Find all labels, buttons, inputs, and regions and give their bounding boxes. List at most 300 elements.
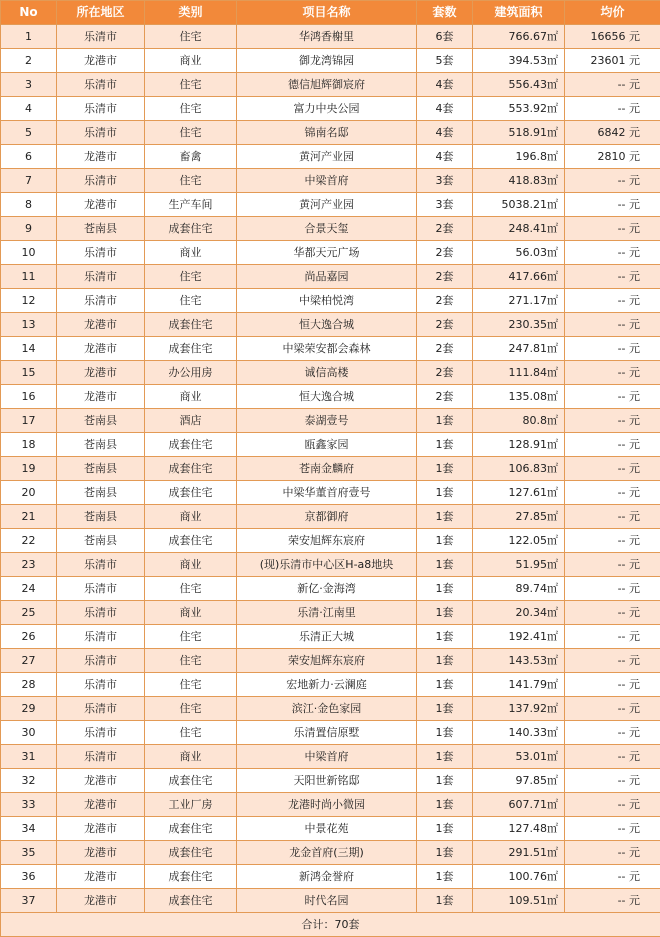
table-row	[1, 169, 660, 193]
cell-area: 5038.21㎡	[473, 193, 565, 217]
header-region: 所在地区	[57, 1, 145, 25]
header-units: 套数	[417, 1, 473, 25]
cell-no: 15	[1, 361, 57, 385]
cell-units: 2套	[417, 337, 473, 361]
cell-region: 乐清市	[57, 625, 145, 649]
cell-price: -- 元	[565, 361, 660, 385]
table-row	[1, 673, 660, 697]
cell-no: 14	[1, 337, 57, 361]
header-area: 建筑面积	[473, 1, 565, 25]
cell-no: 29	[1, 697, 57, 721]
cell-no: 13	[1, 313, 57, 337]
cell-project: 中梁柏悦湾	[237, 289, 417, 313]
cell-area: 248.41㎡	[473, 217, 565, 241]
cell-region: 乐清市	[57, 697, 145, 721]
cell-category: 商业	[145, 745, 237, 769]
cell-project: 天阳世新铭邸	[237, 769, 417, 793]
cell-project: 苍南金麟府	[237, 457, 417, 481]
cell-no: 22	[1, 529, 57, 553]
cell-region: 乐清市	[57, 241, 145, 265]
cell-no: 20	[1, 481, 57, 505]
cell-area: 291.51㎡	[473, 841, 565, 865]
total-units: 合计：70套	[1, 913, 660, 937]
cell-price: -- 元	[565, 73, 660, 97]
cell-category: 成套住宅	[145, 769, 237, 793]
cell-units: 1套	[417, 841, 473, 865]
cell-project: 京都御府	[237, 505, 417, 529]
cell-price: -- 元	[565, 265, 660, 289]
cell-project: (现)乐清市中心区H-a8地块	[237, 553, 417, 577]
cell-units: 1套	[417, 601, 473, 625]
cell-area: 394.53㎡	[473, 49, 565, 73]
cell-region: 龙港市	[57, 385, 145, 409]
cell-no: 27	[1, 649, 57, 673]
cell-price: 16656 元	[565, 25, 660, 49]
cell-category: 住宅	[145, 649, 237, 673]
cell-region: 龙港市	[57, 145, 145, 169]
cell-units: 1套	[417, 889, 473, 913]
cell-area: 56.03㎡	[473, 241, 565, 265]
cell-price: -- 元	[565, 169, 660, 193]
cell-region: 龙港市	[57, 889, 145, 913]
cell-price: -- 元	[565, 865, 660, 889]
cell-units: 4套	[417, 73, 473, 97]
cell-project: 龙港时尚小微园	[237, 793, 417, 817]
cell-project: 尚品嘉园	[237, 265, 417, 289]
cell-area: 192.41㎡	[473, 625, 565, 649]
cell-price: -- 元	[565, 433, 660, 457]
cell-price: -- 元	[565, 721, 660, 745]
cell-no: 37	[1, 889, 57, 913]
cell-no: 16	[1, 385, 57, 409]
cell-area: 553.92㎡	[473, 97, 565, 121]
cell-area: 127.61㎡	[473, 481, 565, 505]
cell-area: 271.17㎡	[473, 289, 565, 313]
cell-region: 乐清市	[57, 73, 145, 97]
cell-category: 成套住宅	[145, 457, 237, 481]
table-row	[1, 49, 660, 73]
table-row	[1, 265, 660, 289]
cell-units: 1套	[417, 409, 473, 433]
table-row	[1, 409, 660, 433]
cell-area: 80.8㎡	[473, 409, 565, 433]
table-row	[1, 337, 660, 361]
cell-region: 乐清市	[57, 649, 145, 673]
cell-price: -- 元	[565, 289, 660, 313]
cell-units: 2套	[417, 289, 473, 313]
cell-region: 乐清市	[57, 553, 145, 577]
cell-units: 2套	[417, 241, 473, 265]
cell-no: 24	[1, 577, 57, 601]
table-row	[1, 25, 660, 49]
cell-category: 住宅	[145, 673, 237, 697]
cell-area: 607.71㎡	[473, 793, 565, 817]
cell-no: 23	[1, 553, 57, 577]
cell-no: 10	[1, 241, 57, 265]
header-no: No	[1, 1, 57, 25]
cell-units: 1套	[417, 529, 473, 553]
cell-area: 135.08㎡	[473, 385, 565, 409]
cell-category: 成套住宅	[145, 433, 237, 457]
cell-no: 31	[1, 745, 57, 769]
cell-area: 230.35㎡	[473, 313, 565, 337]
cell-region: 龙港市	[57, 337, 145, 361]
cell-area: 137.92㎡	[473, 697, 565, 721]
table-row	[1, 577, 660, 601]
cell-no: 35	[1, 841, 57, 865]
cell-no: 6	[1, 145, 57, 169]
cell-area: 127.48㎡	[473, 817, 565, 841]
table-row	[1, 241, 660, 265]
cell-category: 商业	[145, 385, 237, 409]
cell-category: 成套住宅	[145, 841, 237, 865]
cell-region: 乐清市	[57, 265, 145, 289]
cell-area: 122.05㎡	[473, 529, 565, 553]
cell-units: 1套	[417, 697, 473, 721]
table-row	[1, 721, 660, 745]
cell-no: 19	[1, 457, 57, 481]
cell-region: 苍南县	[57, 457, 145, 481]
cell-project: 荣安旭辉东宸府	[237, 649, 417, 673]
cell-price: -- 元	[565, 793, 660, 817]
table-row	[1, 121, 660, 145]
table-row	[1, 217, 660, 241]
cell-project: 中梁首府	[237, 745, 417, 769]
cell-region: 苍南县	[57, 433, 145, 457]
table-row	[1, 73, 660, 97]
cell-units: 6套	[417, 25, 473, 49]
cell-category: 住宅	[145, 265, 237, 289]
cell-category: 商业	[145, 553, 237, 577]
cell-category: 住宅	[145, 697, 237, 721]
cell-price: -- 元	[565, 241, 660, 265]
cell-units: 2套	[417, 217, 473, 241]
cell-region: 乐清市	[57, 673, 145, 697]
cell-project: 乐清置信原墅	[237, 721, 417, 745]
cell-project: 御龙湾锦园	[237, 49, 417, 73]
cell-no: 33	[1, 793, 57, 817]
cell-region: 乐清市	[57, 289, 145, 313]
cell-region: 乐清市	[57, 745, 145, 769]
cell-project: 宏地新力·云澜庭	[237, 673, 417, 697]
cell-price: 6842 元	[565, 121, 660, 145]
cell-area: 141.79㎡	[473, 673, 565, 697]
cell-category: 住宅	[145, 169, 237, 193]
cell-area: 143.53㎡	[473, 649, 565, 673]
cell-units: 4套	[417, 97, 473, 121]
header-price: 均价	[565, 1, 660, 25]
cell-project: 恒大逸合城	[237, 385, 417, 409]
cell-category: 成套住宅	[145, 337, 237, 361]
table-row	[1, 697, 660, 721]
cell-area: 556.43㎡	[473, 73, 565, 97]
cell-region: 乐清市	[57, 169, 145, 193]
cell-price: -- 元	[565, 889, 660, 913]
cell-area: 27.85㎡	[473, 505, 565, 529]
cell-price: -- 元	[565, 97, 660, 121]
cell-no: 9	[1, 217, 57, 241]
cell-category: 成套住宅	[145, 481, 237, 505]
cell-units: 2套	[417, 361, 473, 385]
table-row	[1, 769, 660, 793]
cell-region: 龙港市	[57, 49, 145, 73]
cell-project: 泰湖壹号	[237, 409, 417, 433]
cell-project: 合景天玺	[237, 217, 417, 241]
cell-project: 瓯鑫家园	[237, 433, 417, 457]
cell-no: 5	[1, 121, 57, 145]
cell-project: 中梁荣安都会森林	[237, 337, 417, 361]
cell-no: 30	[1, 721, 57, 745]
cell-area: 20.34㎡	[473, 601, 565, 625]
cell-no: 3	[1, 73, 57, 97]
cell-no: 7	[1, 169, 57, 193]
cell-region: 苍南县	[57, 409, 145, 433]
cell-category: 住宅	[145, 25, 237, 49]
table-row	[1, 505, 660, 529]
cell-units: 1套	[417, 577, 473, 601]
table-row	[1, 889, 660, 913]
cell-area: 100.76㎡	[473, 865, 565, 889]
cell-region: 乐清市	[57, 721, 145, 745]
cell-category: 工业厂房	[145, 793, 237, 817]
cell-project: 新鸿金誉府	[237, 865, 417, 889]
cell-units: 1套	[417, 505, 473, 529]
cell-category: 商业	[145, 49, 237, 73]
cell-price: -- 元	[565, 385, 660, 409]
cell-category: 成套住宅	[145, 217, 237, 241]
cell-price: -- 元	[565, 529, 660, 553]
cell-project: 乐清·江南里	[237, 601, 417, 625]
cell-region: 乐清市	[57, 577, 145, 601]
cell-region: 龙港市	[57, 769, 145, 793]
cell-no: 34	[1, 817, 57, 841]
cell-category: 酒店	[145, 409, 237, 433]
cell-units: 1套	[417, 865, 473, 889]
cell-price: -- 元	[565, 817, 660, 841]
cell-price: -- 元	[565, 841, 660, 865]
table-row	[1, 865, 660, 889]
cell-region: 龙港市	[57, 793, 145, 817]
cell-no: 12	[1, 289, 57, 313]
cell-category: 生产车间	[145, 193, 237, 217]
cell-price: -- 元	[565, 745, 660, 769]
table-row	[1, 793, 660, 817]
table-header-row	[1, 1, 660, 25]
cell-units: 1套	[417, 433, 473, 457]
cell-units: 1套	[417, 625, 473, 649]
cell-project: 黄河产业园	[237, 145, 417, 169]
cell-project: 新亿·金海湾	[237, 577, 417, 601]
cell-price: -- 元	[565, 553, 660, 577]
cell-no: 21	[1, 505, 57, 529]
cell-project: 滨江·金色家园	[237, 697, 417, 721]
cell-category: 住宅	[145, 289, 237, 313]
cell-region: 苍南县	[57, 217, 145, 241]
cell-area: 518.91㎡	[473, 121, 565, 145]
cell-project: 华鸿香榭里	[237, 25, 417, 49]
cell-no: 26	[1, 625, 57, 649]
cell-category: 成套住宅	[145, 865, 237, 889]
cell-region: 乐清市	[57, 97, 145, 121]
cell-price: -- 元	[565, 193, 660, 217]
cell-project: 富力中央公园	[237, 97, 417, 121]
cell-price: 23601 元	[565, 49, 660, 73]
cell-category: 商业	[145, 241, 237, 265]
cell-area: 417.66㎡	[473, 265, 565, 289]
cell-price: -- 元	[565, 625, 660, 649]
cell-units: 1套	[417, 745, 473, 769]
cell-category: 商业	[145, 505, 237, 529]
cell-area: 111.84㎡	[473, 361, 565, 385]
cell-region: 龙港市	[57, 865, 145, 889]
cell-area: 106.83㎡	[473, 457, 565, 481]
cell-area: 53.01㎡	[473, 745, 565, 769]
cell-project: 乐清正大城	[237, 625, 417, 649]
cell-category: 商业	[145, 601, 237, 625]
table-row	[1, 193, 660, 217]
cell-category: 住宅	[145, 73, 237, 97]
cell-units: 2套	[417, 265, 473, 289]
table-row	[1, 817, 660, 841]
cell-project: 中梁华董首府壹号	[237, 481, 417, 505]
cell-units: 1套	[417, 481, 473, 505]
cell-project: 德信旭辉御宸府	[237, 73, 417, 97]
cell-region: 龙港市	[57, 193, 145, 217]
cell-no: 17	[1, 409, 57, 433]
cell-region: 乐清市	[57, 601, 145, 625]
cell-units: 5套	[417, 49, 473, 73]
cell-no: 8	[1, 193, 57, 217]
cell-area: 140.33㎡	[473, 721, 565, 745]
cell-category: 成套住宅	[145, 529, 237, 553]
table-row	[1, 361, 660, 385]
cell-region: 龙港市	[57, 313, 145, 337]
header-project: 项目名称	[237, 1, 417, 25]
cell-category: 住宅	[145, 577, 237, 601]
cell-no: 25	[1, 601, 57, 625]
table-row	[1, 745, 660, 769]
cell-category: 住宅	[145, 121, 237, 145]
cell-category: 住宅	[145, 97, 237, 121]
cell-no: 32	[1, 769, 57, 793]
cell-area: 97.85㎡	[473, 769, 565, 793]
cell-units: 2套	[417, 313, 473, 337]
cell-area: 89.74㎡	[473, 577, 565, 601]
cell-units: 3套	[417, 169, 473, 193]
cell-region: 龙港市	[57, 361, 145, 385]
cell-units: 4套	[417, 121, 473, 145]
cell-project: 龙金首府(三期)	[237, 841, 417, 865]
cell-price: -- 元	[565, 577, 660, 601]
cell-category: 成套住宅	[145, 889, 237, 913]
cell-price: -- 元	[565, 697, 660, 721]
table-row	[1, 625, 660, 649]
table-row	[1, 841, 660, 865]
cell-units: 2套	[417, 385, 473, 409]
table-row	[1, 385, 660, 409]
table-row	[1, 289, 660, 313]
table-row	[1, 313, 660, 337]
cell-category: 住宅	[145, 625, 237, 649]
cell-units: 1套	[417, 553, 473, 577]
table-body	[1, 25, 660, 913]
cell-region: 苍南县	[57, 505, 145, 529]
table-row	[1, 601, 660, 625]
cell-project: 华都天元广场	[237, 241, 417, 265]
cell-project: 时代名园	[237, 889, 417, 913]
cell-no: 4	[1, 97, 57, 121]
table-footer-row	[1, 913, 660, 937]
cell-no: 28	[1, 673, 57, 697]
cell-price: -- 元	[565, 601, 660, 625]
cell-price: 2810 元	[565, 145, 660, 169]
cell-no: 36	[1, 865, 57, 889]
cell-no: 2	[1, 49, 57, 73]
cell-units: 1套	[417, 457, 473, 481]
table-row	[1, 97, 660, 121]
cell-area: 109.51㎡	[473, 889, 565, 913]
header-category: 类别	[145, 1, 237, 25]
cell-units: 4套	[417, 145, 473, 169]
cell-region: 龙港市	[57, 817, 145, 841]
cell-units: 1套	[417, 817, 473, 841]
cell-units: 1套	[417, 769, 473, 793]
cell-project: 锦南名邸	[237, 121, 417, 145]
cell-price: -- 元	[565, 457, 660, 481]
table-row	[1, 433, 660, 457]
cell-area: 766.67㎡	[473, 25, 565, 49]
cell-category: 住宅	[145, 721, 237, 745]
cell-region: 乐清市	[57, 121, 145, 145]
cell-region: 苍南县	[57, 529, 145, 553]
cell-units: 1套	[417, 793, 473, 817]
table-row	[1, 457, 660, 481]
cell-units: 1套	[417, 649, 473, 673]
cell-region: 乐清市	[57, 25, 145, 49]
cell-price: -- 元	[565, 313, 660, 337]
cell-no: 18	[1, 433, 57, 457]
cell-region: 苍南县	[57, 481, 145, 505]
cell-units: 3套	[417, 193, 473, 217]
cell-price: -- 元	[565, 769, 660, 793]
cell-units: 1套	[417, 721, 473, 745]
cell-category: 成套住宅	[145, 313, 237, 337]
cell-price: -- 元	[565, 217, 660, 241]
table-row	[1, 649, 660, 673]
cell-area: 51.95㎡	[473, 553, 565, 577]
table-row	[1, 553, 660, 577]
cell-project: 黄河产业园	[237, 193, 417, 217]
cell-price: -- 元	[565, 409, 660, 433]
table-row	[1, 481, 660, 505]
cell-project: 恒大逸合城	[237, 313, 417, 337]
cell-area: 128.91㎡	[473, 433, 565, 457]
cell-price: -- 元	[565, 649, 660, 673]
cell-area: 196.8㎡	[473, 145, 565, 169]
cell-category: 办公用房	[145, 361, 237, 385]
cell-area: 418.83㎡	[473, 169, 565, 193]
cell-category: 成套住宅	[145, 817, 237, 841]
table-row	[1, 145, 660, 169]
cell-project: 诚信高楼	[237, 361, 417, 385]
table-row	[1, 529, 660, 553]
cell-project: 荣安旭辉东宸府	[237, 529, 417, 553]
cell-price: -- 元	[565, 505, 660, 529]
cell-project: 中梁首府	[237, 169, 417, 193]
cell-project: 中景花苑	[237, 817, 417, 841]
cell-price: -- 元	[565, 481, 660, 505]
cell-price: -- 元	[565, 337, 660, 361]
